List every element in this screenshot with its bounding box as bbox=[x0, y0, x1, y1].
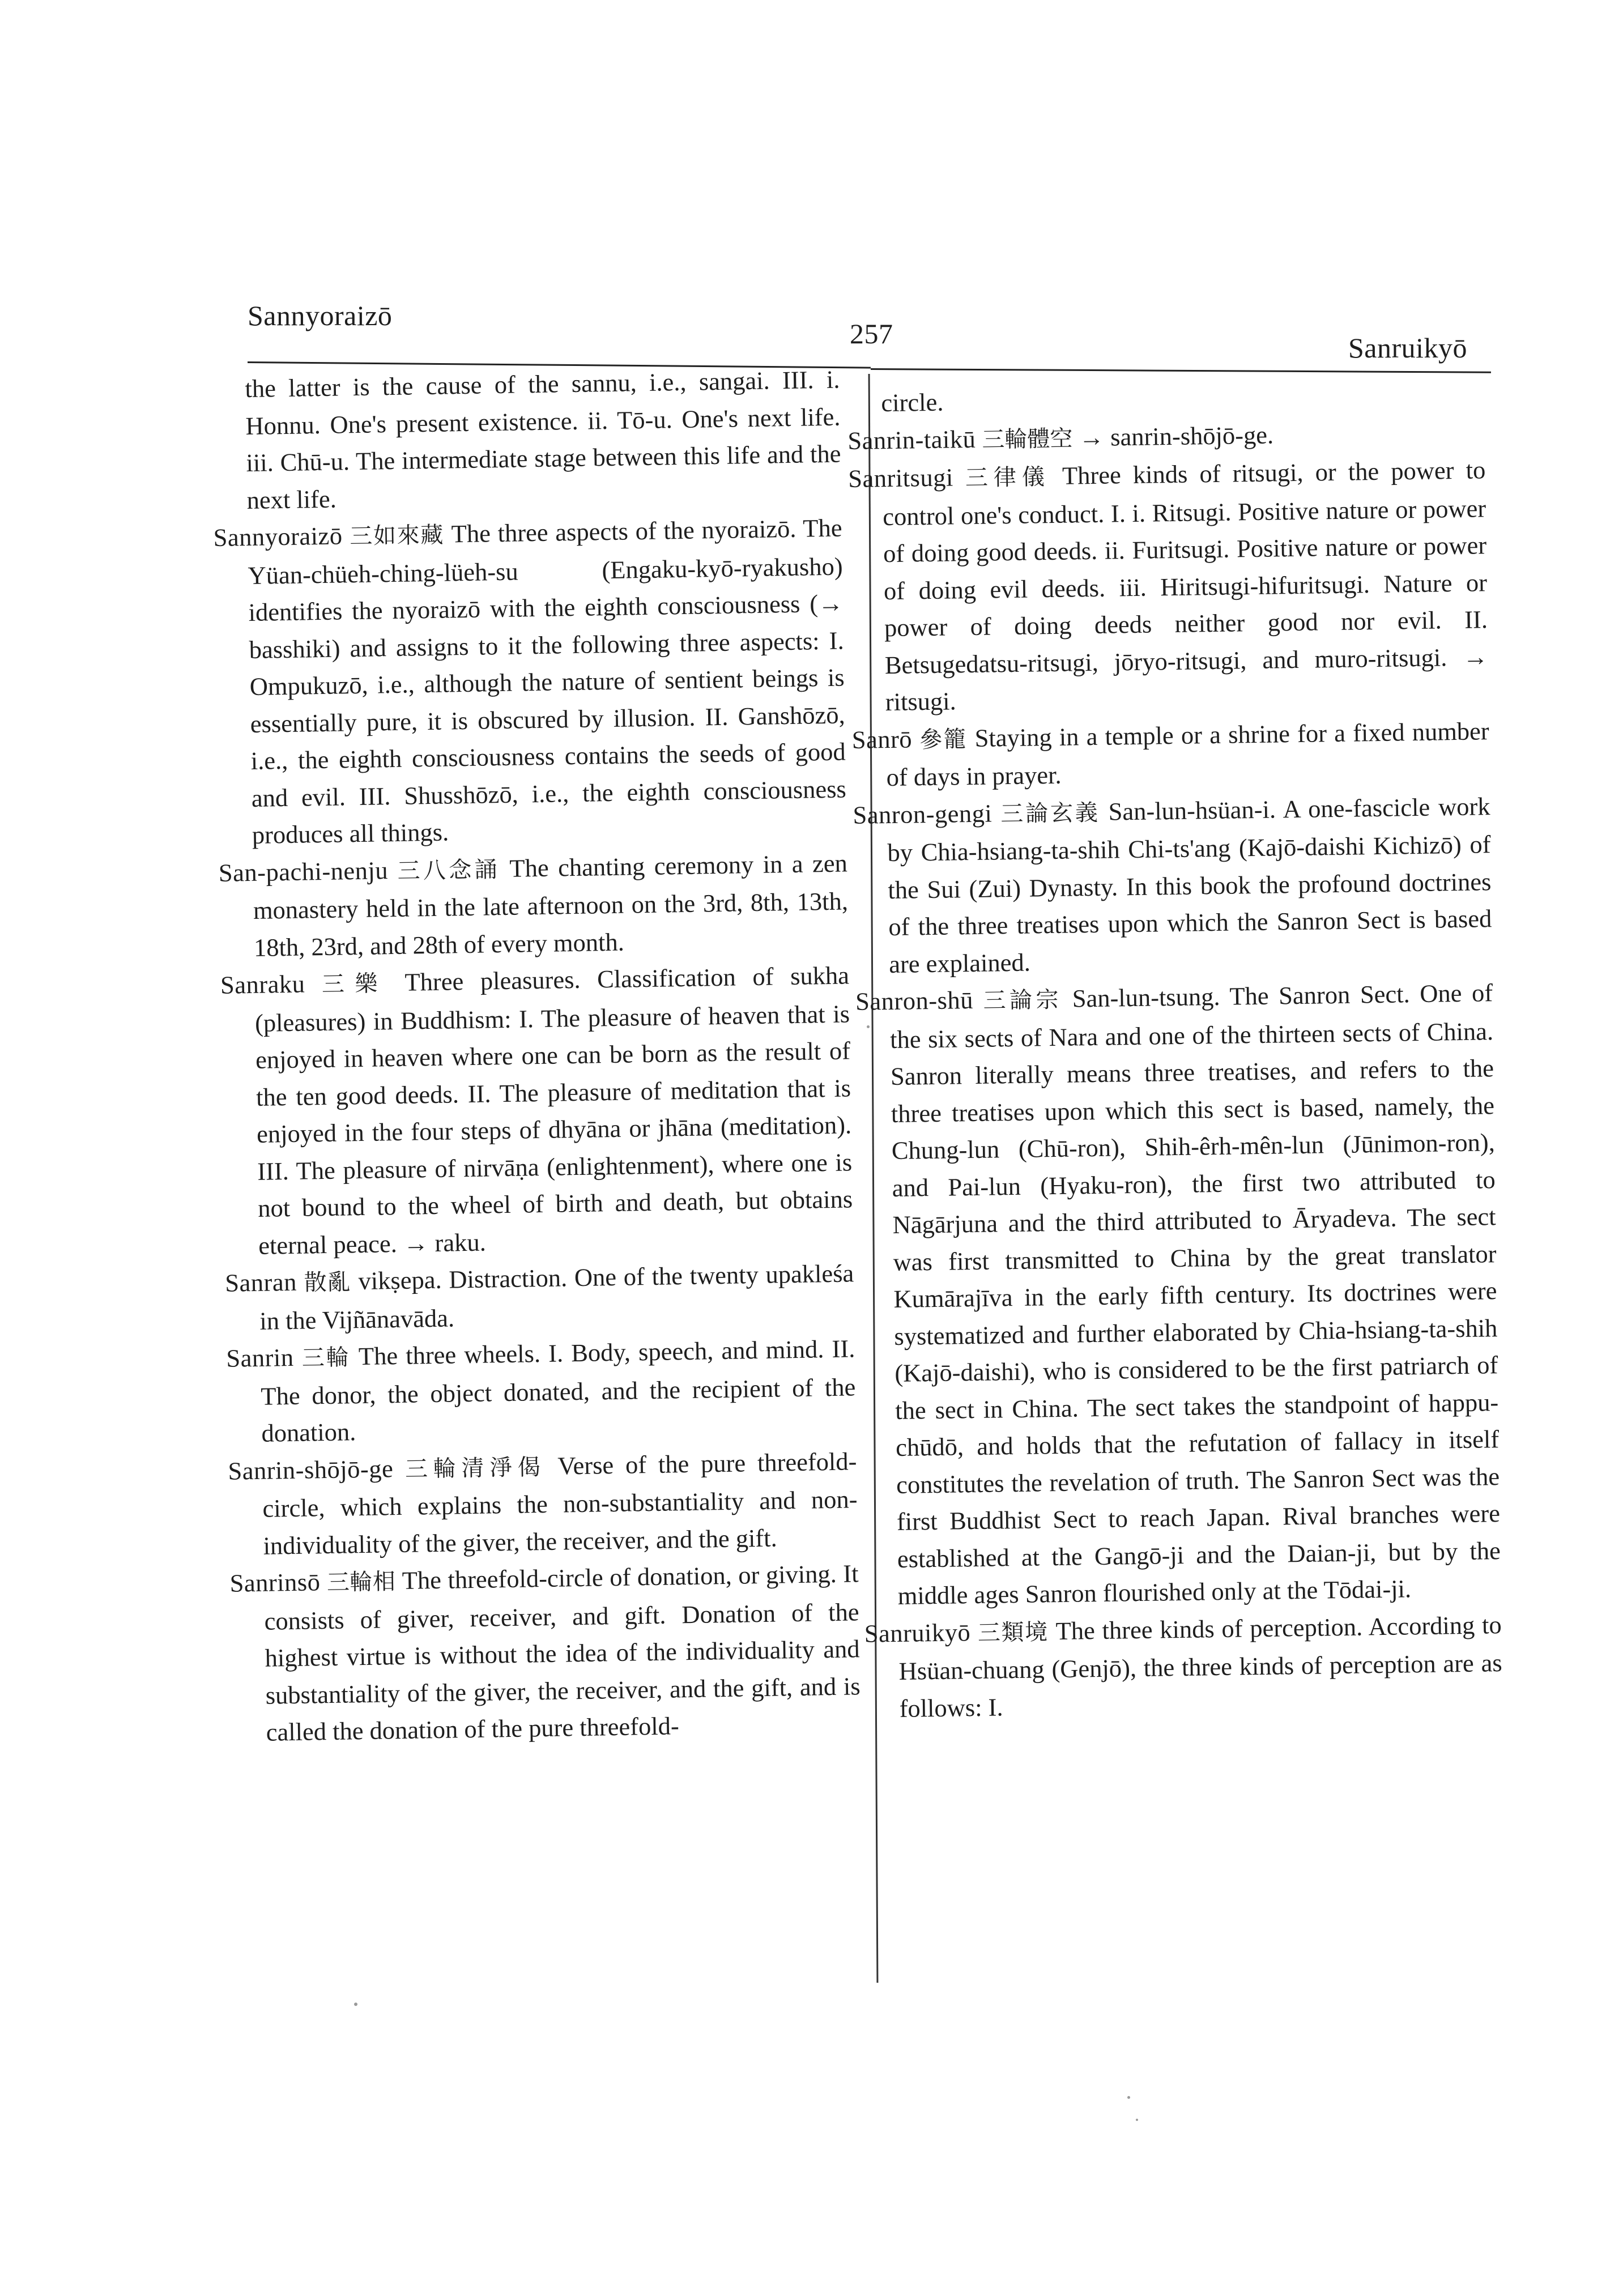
entry-definition: vikṣepa. Distraction. One of the twenty upakleśa in the Vijñānavāda. bbox=[259, 1259, 854, 1335]
dictionary-entry bbox=[213, 510, 847, 855]
dictionary-entry bbox=[225, 1255, 855, 1340]
entry-kanji: 三樂 bbox=[321, 970, 389, 998]
entry-headword: Sanritsugi bbox=[847, 463, 954, 493]
entry-headword: Sannyoraizō bbox=[213, 521, 343, 552]
dictionary-entry bbox=[853, 788, 1492, 983]
entry-kanji: 散亂 bbox=[304, 1269, 352, 1296]
scan-speck bbox=[1127, 2096, 1130, 2099]
dictionary-entry bbox=[228, 1443, 858, 1565]
page-number: 257 bbox=[850, 318, 893, 350]
entry-kanji: 三輪 bbox=[301, 1344, 351, 1371]
dictionary-entry bbox=[229, 1555, 861, 1752]
entry-definition: Three pleasures. Classification of sukha (pleasures) in Buddhism: I. The pleasure of heaven that is enjoyed in heaven where one can be born as the result of the ten good deeds. II. The pleasure of meditation that is enjoyed in the four steps of dhyāna or jhāna (meditation). III. The pleasure of nirvāṇa (enlightenment), where one is not bound to the wheel of birth and death, but obtains eternal peace. → raku. bbox=[254, 961, 853, 1260]
dictionary-entry bbox=[220, 957, 854, 1264]
left-guide-word: Sannyoraizō bbox=[248, 300, 393, 331]
entry-kanji: 三論玄義 bbox=[1000, 799, 1101, 827]
right-column bbox=[847, 376, 1503, 1727]
entry-kanji: 三八念誦 bbox=[397, 856, 501, 884]
entry-definition: The three wheels. I. Body, speech, and mind. II. The donor, the object donated, and the recipient of the donation. bbox=[261, 1334, 856, 1447]
entry-kanji: 三輪體空 bbox=[982, 425, 1073, 453]
dictionary-entry bbox=[855, 974, 1501, 1615]
entry-kanji: 三類境 bbox=[977, 1618, 1049, 1646]
entry-definition: San-lun-hsüan-i. A one-fascicle work by Chia-hsiang-ta-shih Chi-ts'ang (Kajō-daishi Kichizō) of the Sui (Zui) Dynasty. In this book the profound doctrines of the three treatises upon which the Sanron Sect is based are explained. bbox=[887, 791, 1492, 978]
entry-kanji: 三輪相 bbox=[326, 1569, 396, 1596]
continuation-text: the latter is the cause of the sannu, i.e., sangai. III. i. Honnu. One's present existence. ii. Tō-u. One's next life. iii. Chū-u. The intermediate stage between this life and the next life. bbox=[245, 365, 841, 514]
entry-headword: Sanrō bbox=[851, 724, 913, 754]
entry-headword: Sanraku bbox=[220, 969, 305, 999]
dictionary-entry bbox=[848, 451, 1489, 721]
entry-headword: Sanrin-shōjō-ge bbox=[228, 1454, 394, 1485]
dictionary-entry bbox=[864, 1607, 1503, 1728]
header-rule-right bbox=[871, 368, 1491, 373]
entry-definition: The three aspects of the nyoraizō. The Yüan-chüeh-ching-lüeh-su (Engaku-kyō-ryakusho) identifies the nyoraizō with the eighth consciousness (→ basshiki) and assigns to it the following three aspects: I. Ompukuzō, i.e., although the nature of sentient beings is essentially pure, it is obscured by illusion. II. Ganshōzō, i.e., the eighth consciousness contains the seeds of good and evil. III. Shusshōzō, i.e., the eighth consciousness produces all things. bbox=[248, 513, 847, 849]
entry-kanji: 三論宗 bbox=[983, 986, 1063, 1014]
entry-headword: Sanruikyō bbox=[864, 1617, 971, 1648]
entry-kanji: 三輪清淨偈 bbox=[404, 1454, 546, 1483]
entry-definition: Three kinds of ritsugi, or the power to control one's conduct. I. i. Ritsugi. Positive nature or power of doing good deeds. ii. Furitsugi. Positive nature or power of doing evil deeds. iii. Hiritsugi-hifuritsugi. Nature or power of doing deeds neither good nor evil. II. Betsugedatsu-ritsugi, jōryo-ritsugi, and muro-ritsugi. → ritsugi. bbox=[882, 455, 1489, 717]
entry-definition: The chanting ceremony in a zen monastery held in the late afternoon on the 3rd, 8th, 13th, 18th, 23rd, and 28th of every month. bbox=[253, 848, 849, 962]
entry-headword: Sanran bbox=[224, 1267, 297, 1297]
right-guide-word: Sanruikyō bbox=[1348, 332, 1468, 364]
scan-speck bbox=[1136, 2119, 1138, 2121]
entry-definition: The threefold-circle of donation, or giving. It consists of giver, receiver, and gift. Donation of the highest virtue is without the idea of the individuality and substantiality of the giver, the receiver, and the gift, and is called the donation of the pure threefold- bbox=[264, 1559, 861, 1747]
left-column bbox=[211, 361, 861, 1752]
dictionary-entry bbox=[851, 713, 1490, 797]
entry-definition: → sanrin-shōjō-ge. bbox=[1079, 420, 1274, 451]
entry-headword: San-pachi-nenju bbox=[218, 855, 389, 887]
entry-definition: Verse of the pure threefold-circle, which explains the non-substantiality and non-individuality of the giver, the receiver, and the gift. bbox=[262, 1446, 858, 1560]
entry-kanji: 三律儀 bbox=[965, 464, 1051, 492]
entry-headword: Sanrinsō bbox=[229, 1567, 321, 1598]
dictionary-entry bbox=[226, 1330, 857, 1452]
entry-definition: San-lun-tsung. The Sanron Sect. One of the six sects of Nara and one of the thirteen sects of China. Sanron literally means three treatises, and refers to the three treatises upon which this sect is based, namely, the Chung-lun (Chū-ron), Shih-êrh-mên-lun (Jūnimon-ron), and Pai-lun (Hyaku-ron), the first two attributed to Nāgārjuna and the third attributed to Āryadeva. The sect was first transmitted to China by the great translator Kumārajīva in the early fifth century. Its doctrines were systematized and further elaborated by Chia-hsiang-ta-shih (Kajō-daishi), who is considered to be the first patriarch of the sect in China. The sect takes the standpoint of happu-chūdō, and holds that the refutation of fallacy in itself constitutes the revelation of truth. The Sanron Sect was the first Buddhist Sect to reach Japan. Rival branches were established at the Gangō-ji and the Daian-ji, but by the middle ages Sanron flourished only at the Tōdai-ji. bbox=[889, 978, 1501, 1610]
entry-headword: Sanron-gengi bbox=[853, 798, 992, 829]
scan-speck bbox=[867, 1025, 870, 1028]
entry-definition: The three kinds of perception. According to Hsüan-chuang (Genjō), the three kinds of perception are as follows: I. bbox=[898, 1610, 1502, 1723]
scan-speck bbox=[354, 2003, 357, 2006]
continuation-text: circle. bbox=[881, 387, 944, 418]
dictionary-entry bbox=[218, 845, 849, 967]
entry-definition: Staying in a temple or a shrine for a fixed number of days in prayer. bbox=[886, 716, 1490, 792]
entry-kanji: 三如來藏 bbox=[349, 522, 445, 550]
entry-headword: Sanrin bbox=[225, 1343, 294, 1373]
entry-kanji: 參籠 bbox=[919, 726, 968, 753]
entry-headword: Sanrin-taikū bbox=[847, 424, 976, 455]
entry-headword: Sanron-shū bbox=[855, 985, 974, 1016]
